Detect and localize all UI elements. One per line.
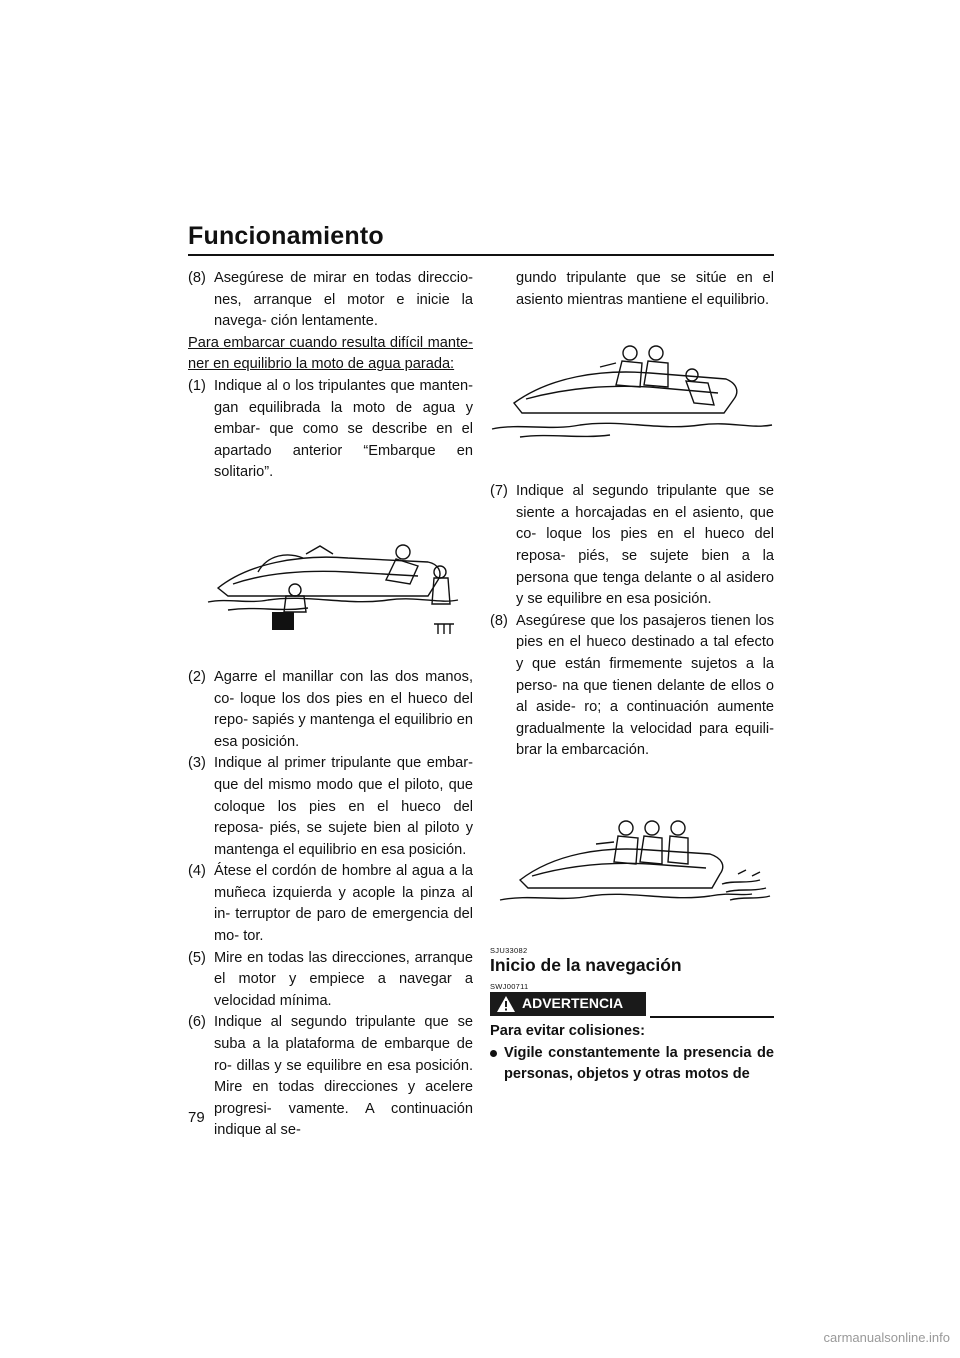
item-number: (6)	[188, 1014, 206, 1031]
header-rule	[188, 254, 774, 256]
list-item	[188, 667, 473, 753]
item-text: Asegúrese que los pasajeros tienen los pies en el hueco destinado a tal efecto y que están firmemente sujetos a la perso- na que tienen delante de ellos o al aside- ro; a continuación aumente gradualmente la velocidad para equili- brar la embarcación.	[516, 612, 774, 759]
warning-triangle-icon	[496, 995, 516, 1013]
list-item	[188, 948, 473, 1013]
item-text: Átese el cordón de hombre al agua a la muñeca izquierda y acople la pinza al in- terruptor de paro de emergencia del mo- tor.	[214, 863, 473, 945]
illustration-boarding-figure	[188, 484, 473, 667]
list-item	[188, 376, 473, 484]
continued-text: gundo tripulante que se sitúe en el asiento mientras mantiene el equilibrio.	[516, 270, 774, 308]
list-item	[188, 861, 473, 947]
item-text: Indique al segundo tripulante que se suba a la plataforma de embarque de ro- dillas y se equilibre en esa posición. Mire en todas direcciones y acelere progresi- vamente. A continuación indique al se-	[214, 1014, 473, 1139]
warning-header	[490, 992, 774, 1018]
page-header-title: Funcionamiento	[188, 222, 384, 250]
illustration-second-passenger-boarding	[490, 333, 774, 463]
section-code: SJU33082	[490, 945, 528, 955]
item-text: Agarre el manillar con las dos manos, co- loque los dos pies en el hueco del repo- sapiés y mantenga el equilibrio en esa posición.	[214, 668, 473, 750]
item-text: Asegúrese de mirar en todas direccio- nes, arranque el motor e inicie la navega- ción lentamente.	[214, 270, 473, 330]
warning-badge	[490, 992, 646, 1016]
subheading: Para embarcar cuando resulta difícil mante- ner en equilibrio la moto de agua parada:	[188, 334, 473, 373]
warning-label: ADVERTENCIA	[522, 995, 624, 1012]
item-number: (8)	[188, 270, 206, 286]
warning-code: SWJ00711	[490, 981, 529, 991]
item-number: (1)	[188, 377, 206, 394]
illustration-riding-three-persons	[490, 784, 774, 934]
item-text: Indique al segundo tripulante que se siente a horcajadas en el asiento, que co- loque los pies en el hueco del reposa- piés, se sujete bien a la persona que tenga delante o al asidero y se equilibre en esa posición.	[516, 483, 774, 608]
list-item	[490, 481, 774, 611]
warning-rule	[650, 1016, 774, 1018]
bullet-icon	[490, 1050, 497, 1057]
item-number: (4)	[188, 863, 206, 880]
section-title: Inicio de la navegación	[490, 954, 682, 975]
page-number: 79	[188, 1109, 205, 1126]
item-number: (3)	[188, 755, 206, 772]
right-column	[490, 268, 774, 1086]
item-number: (7)	[490, 483, 508, 500]
item-number: (5)	[188, 949, 206, 966]
item-text: Indique al o los tripulantes que manten- gan equilibrada la moto de agua y embar- que como se describe en el apartado anterior “Embarque en solitario”.	[214, 377, 473, 481]
warning-bullet-text: Vigile constantemente la presencia de personas, objetos y otras motos de	[504, 1044, 774, 1083]
warning-bullet	[490, 1043, 774, 1086]
list-item	[188, 1012, 473, 1142]
item-number: (8)	[490, 612, 508, 629]
item-number: (2)	[188, 668, 206, 685]
list-item	[490, 611, 774, 762]
item-text: Indique al primer tripulante que embar- que del mismo modo que el piloto, que coloque los pies en el hueco del reposa- piés, se sujete bien al piloto y mantenga el equilibrio en esa posición.	[214, 755, 473, 858]
warning-lead: Para evitar colisiones:	[490, 1022, 645, 1039]
list-item	[188, 753, 473, 861]
watermark: carmanualsonline.info	[823, 1330, 950, 1345]
list-item	[188, 268, 473, 333]
item-text: Mire en todas las direcciones, arranque el motor y empiece a navegar a velocidad mínima.	[214, 949, 473, 1009]
left-column	[188, 268, 473, 1142]
